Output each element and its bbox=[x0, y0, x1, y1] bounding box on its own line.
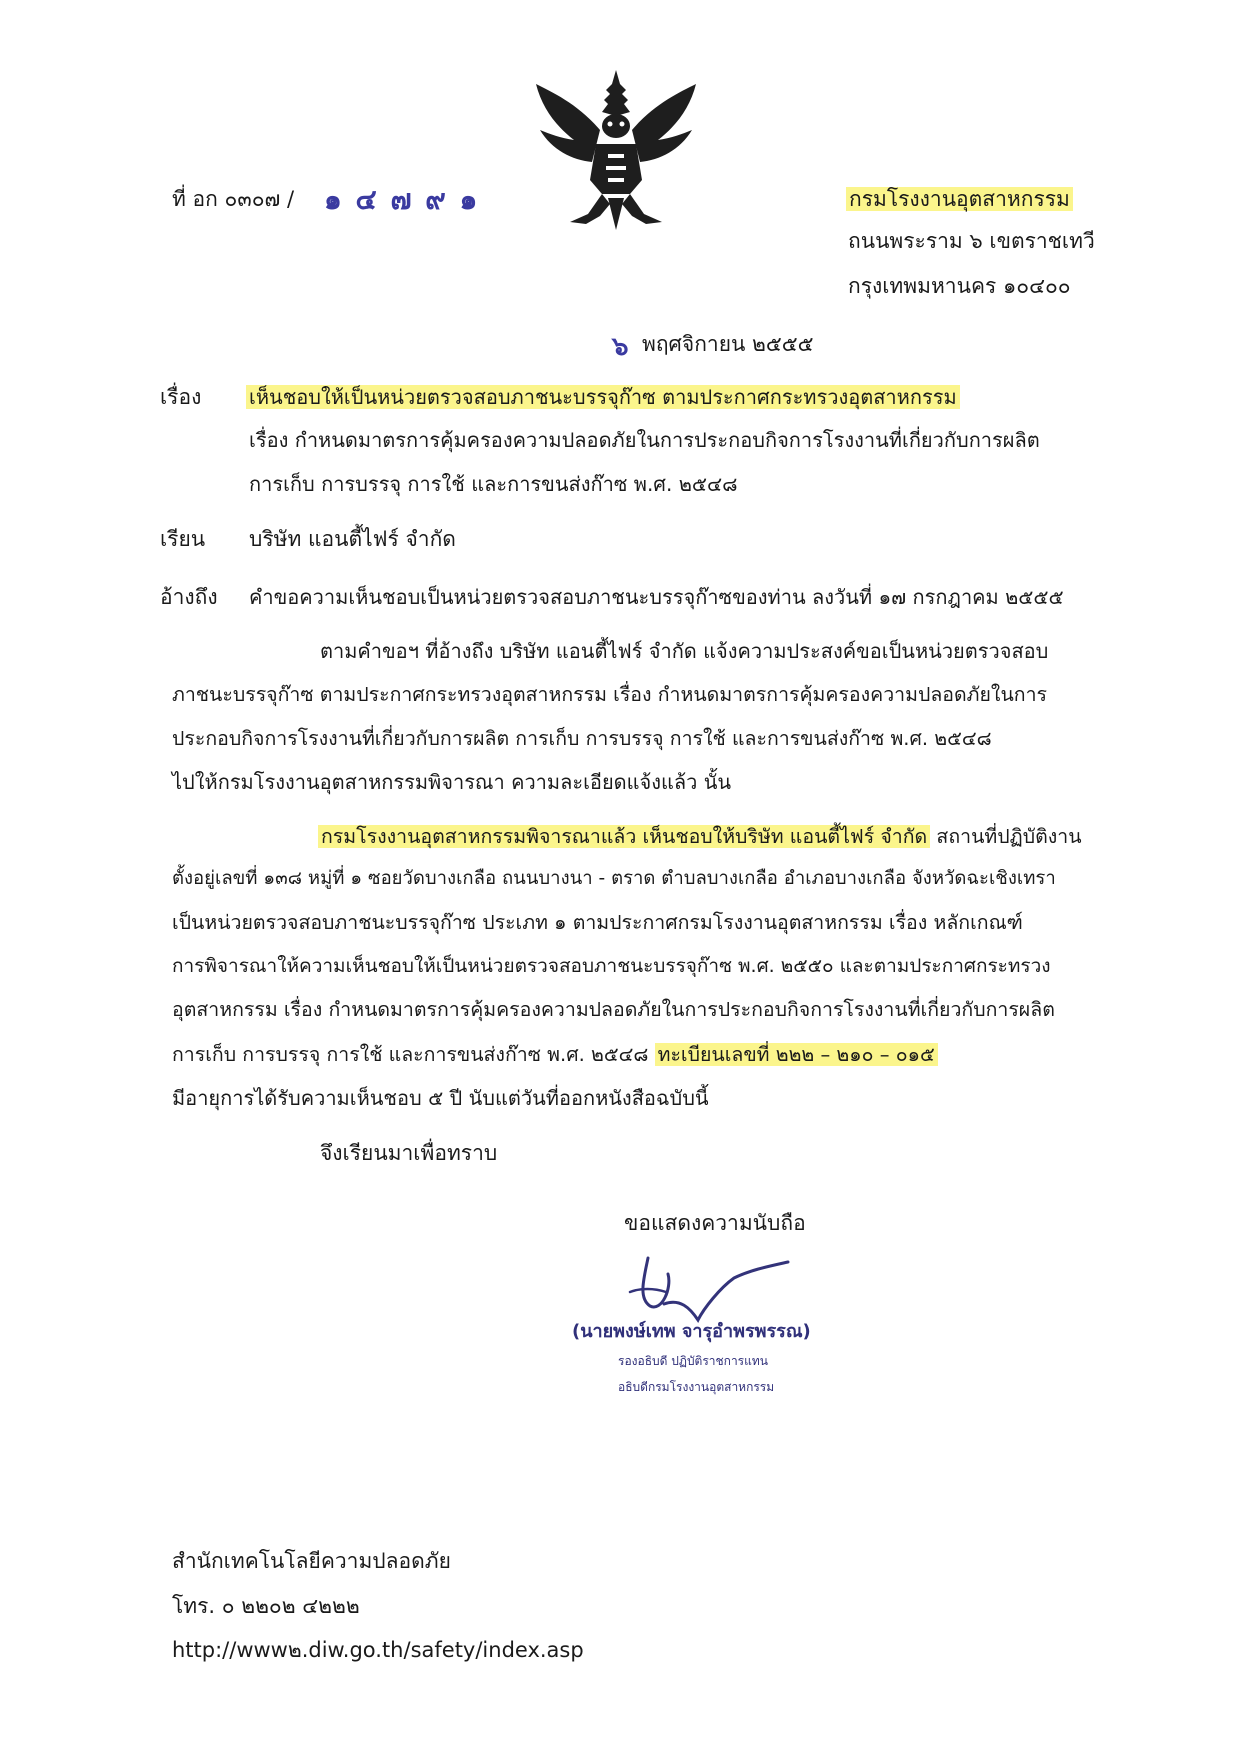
garuda-emblem-icon bbox=[530, 64, 702, 232]
address-line-2: กรุงเทพมหานคร ๑๐๔๐๐ bbox=[848, 274, 1071, 298]
subject-line-2: เรื่อง กำหนดมาตรการคุ้มครองความปลอดภัยในการประกอบกิจการโรงงานที่เกี่ยวกับการผลิต bbox=[249, 428, 1040, 452]
subject-line-3: การเก็บ การบรรจุ การใช้ และการขนส่งก๊าซ พ.ศ. ๒๕๔๘ bbox=[249, 472, 738, 496]
closing-regards: ขอแสดงความนับถือ bbox=[624, 1211, 806, 1235]
signatory-name: (นายพงษ์เทพ จารุอำพรพรรณ) bbox=[572, 1321, 811, 1342]
signatory-position-2: อธิบดีกรมโรงงานอุตสาหกรรม bbox=[618, 1380, 775, 1394]
reference-label: อ้างถึง bbox=[160, 585, 218, 609]
paragraph-1-line-2: ภาชนะบรรจุก๊าซ ตามประกาศกระทรวงอุตสาหกรรม เรื่อง กำหนดมาตรการคุ้มครองความปลอดภัยในการ bbox=[172, 683, 1048, 706]
date-day: ๖ bbox=[612, 332, 629, 362]
paragraph-2-line-1: กรมโรงงานอุตสาหกรรมพิจารณาแล้ว เห็นชอบให้บริษัท แอนตี้ไฟร์ จำกัด สถานที่ปฏิบัติงาน bbox=[318, 822, 1082, 852]
paragraph-2-line-3: เป็นหน่วยตรวจสอบภาชนะบรรจุก๊าซ ประเภท ๑ ตามประกาศกรมโรงงานอุตสาหกรรม เรื่อง หลักเกณฑ์ bbox=[172, 911, 1023, 934]
salutation-label: เรียน bbox=[160, 527, 206, 551]
paragraph-2-line-6: การเก็บ การบรรจุ การใช้ และการขนส่งก๊าซ พ.ศ. ๒๕๔๘ ทะเบียนเลขที่ ๒๒๒ – ๒๑๐ – ๐๑๕ bbox=[172, 1040, 938, 1070]
footer-url[interactable]: http://www๒.diw.go.th/safety/index.asp bbox=[172, 1638, 584, 1662]
subject-label: เรื่อง bbox=[160, 385, 202, 409]
reference-value: คำขอความเห็นชอบเป็นหน่วยตรวจสอบภาชนะบรรจุก๊าซของท่าน ลงวันที่ ๑๗ กรกฎาคม ๒๕๕๕ bbox=[249, 585, 1064, 609]
closing-inform: จึงเรียนมาเพื่อทราบ bbox=[320, 1141, 498, 1165]
signatory-position-1: รองอธิบดี ปฏิบัติราชการแทน bbox=[618, 1354, 768, 1368]
paragraph-1-line-4: ไปให้กรมโรงงานอุตสาหกรรมพิจารณา ความละเอียดแจ้งแล้ว นั้น bbox=[172, 770, 732, 794]
footer-office: สำนักเทคโนโลยีความปลอดภัย bbox=[172, 1549, 451, 1573]
paragraph-1-line-3: ประกอบกิจการโรงงานที่เกี่ยวกับการผลิต การเก็บ การบรรจุ การใช้ และการขนส่งก๊าซ พ.ศ. ๒๕๔๘ bbox=[172, 727, 992, 750]
date-month-year: พฤศจิกายน ๒๕๕๕ bbox=[642, 332, 814, 356]
paragraph-2-line-2: ตั้งอยู่เลขที่ ๑๓๘ หมู่ที่ ๑ ซอยวัดบางเกลือ ถนนบางนา - ตราด ตำบลบางเกลือ อำเภอบางเกลือ จังหวัดฉะเชิงเทรา bbox=[172, 868, 1056, 889]
address-line-1: ถนนพระราม ๖ เขตราชเทวี bbox=[848, 229, 1095, 253]
reference-prefix: ที่ อก ๐๓๐๗ / bbox=[172, 187, 295, 211]
reference-number-stamp: ๑ ๔ ๗ ๙ ๑ bbox=[324, 183, 480, 216]
subject-line-1: เห็นชอบให้เป็นหน่วยตรวจสอบภาชนะบรรจุก๊าซ ตามประกาศกระทรวงอุตสาหกรรม bbox=[246, 382, 960, 412]
footer-phone: โทร. ๐ ๒๒๐๒ ๔๒๒๒ bbox=[172, 1594, 360, 1618]
org-name: กรมโรงงานอุตสาหกรรม bbox=[846, 184, 1073, 214]
paragraph-2-line-4: การพิจารณาให้ความเห็นชอบให้เป็นหน่วยตรวจสอบภาชนะบรรจุก๊าซ พ.ศ. ๒๕๕๐ และตามประกาศกระทรวง bbox=[172, 955, 1051, 977]
paragraph-2-line-7: มีอายุการได้รับความเห็นชอบ ๕ ปี นับแต่วันที่ออกหนังสือฉบับนี้ bbox=[172, 1086, 709, 1110]
paragraph-2-line-5: อุตสาหกรรม เรื่อง กำหนดมาตรการคุ้มครองความปลอดภัยในการประกอบกิจการโรงงานที่เกี่ยวกับการผลิต bbox=[172, 998, 1055, 1021]
paragraph-1-line-1: ตามคำขอฯ ที่อ้างถึง บริษัท แอนตี้ไฟร์ จำกัด แจ้งความประสงค์ขอเป็นหน่วยตรวจสอบ bbox=[320, 639, 1049, 663]
addressee: บริษัท แอนตี้ไฟร์ จำกัด bbox=[249, 527, 456, 551]
